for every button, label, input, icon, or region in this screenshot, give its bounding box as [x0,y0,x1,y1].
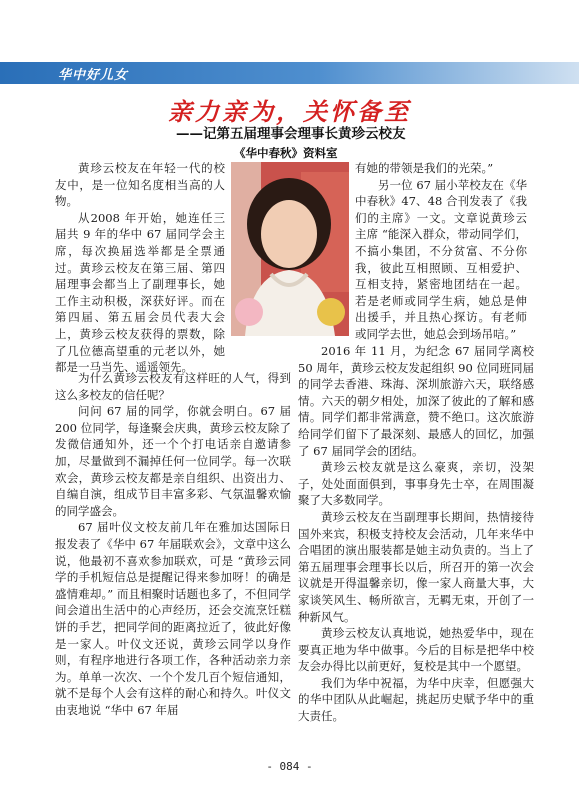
paragraph: 另一位 67 届小苹校友在《华中春秋》47、48 合刊发表了《我们的主席》一文。文章说黄珍云主席 “能深入群众，带动同学们，不搞小集团，不分贫富、不分你我，彼此互相照顾、互相爱护、互相支持，紧密地团结在一起。若是老师或同学生病，她总是伸出援手，并且热心探访。有老师或同学去世，她总会到场吊唁。” [355,177,527,341]
portrait-illustration [231,162,349,336]
paragraph: 我们为华中祝福，为华中庆幸，但愿强大的华中团队从此崛起，挑起历史赋予华中的重大责任。 [298,675,534,724]
right-column [298,343,534,725]
section-label: 华中好儿女 [58,68,129,83]
paragraph: 为什么黄珍云校友有这样旺的人气，得到这么多校友的信任呢？ [55,371,291,402]
left-column [55,370,291,718]
paragraph: 问问 67 届的同学，你就会明白。67 届 200 位同学，每逢聚会庆典，黄珍云校友除了发微信通知外，还一个个打电话亲自邀请参加，尽量做到不漏掉任何一位同学。每一次联欢会，黄珍云校友都是亲自组织、出资出力、自编自演，组成节目丰富多彩、气氛温馨欢愉的同学盛会。 [55,404,291,518]
paragraph: 有她的带领是我们的光荣。” [355,161,494,175]
paragraph: 从2008 年开始，她连任三届共 9 年的华中 67 届同学会主席，每次换届选举都是全票通过。黄珍云校友在第三届、第四届理事会都当上了副理事长，她工作主动积极，深获好评。而在第四届、第五届会员代表大会上，黄珍云校友获得的票数，除了几位德高望重的元老以外，她都是一马当先、遥遥领先。 [55,210,225,375]
article-source: 《华中春秋》资料室 [234,146,338,160]
right-column-top [355,160,527,343]
paragraph: 黄珍云校友认真地说，她热爱华中，现在要真正地为华中做事。今后的目标是把华中校友会办得比以前更好，复校是其中一个愿望。 [298,626,534,674]
article-subtitle: ——记第五届理事会理事长黄珍云校友 [176,126,406,142]
page-number: - 084 - [266,760,313,773]
paragraph: 黄珍云校友就是这么豪爽，亲切，没架子，处处面面俱到，事事身先士卒，在周围凝聚了大多数同学。 [298,460,534,508]
paragraph: 黄珍云校友在年轻一代的校友中，是一位知名度相当高的人物。 [55,161,225,209]
left-column-top [55,160,225,376]
article-title: 亲力亲为，关怀备至 [168,97,411,126]
portrait-photo [231,162,349,336]
paragraph: 2016 年 11 月，为纪念 67 届同学离校 50 周年，黄珍云校友发起组织 90 位同班同届的同学去香港、珠海、深圳旅游六天，联络感情。六天的朝夕相处，加深了彼此的了解和感情。同学们都非常满意，赞不绝口。这次旅游给同学们留下了最深刻、最感人的回忆，加强了 67 届同学会的团结。 [298,344,534,458]
paragraph: 67 届叶仪文校友前几年在雅加达国际日报发表了《华中 67 年届联欢会》，文章中这么说，他最初不喜欢参加联欢，可是 “黄珍云同学的手机短信总是提醒记得来参加呀！的确是盛情难却。” 而且相聚时话题也多了，不但同学间会道出生活中的心声经历，还会交流烹饪糕饼的手艺，把同学间的距离拉近了，彼此好像是一家人。叶仪文还说，黄珍云同学以身作则，有程序地进行各项工作，各种活动亲力亲为。单单一次次、一个个发几百个短信通知，就不是每个人会有这样的耐心和持久。叶仪文由衷地说 “华中 67 年届 [55,520,291,717]
paragraph: 黄珍云校友在当副理事长期间，热情接待国外来宾，积极支持校友会活动，几年来华中合唱团的演出服装都是她主动负责的。当上了第五届理事会理事长以后，所召开的第一次会议就是开得温馨亲切，像一家人商量大事，大家谈笑风生、畅所欲言，无羁无束，开创了一种新风气。 [298,509,534,624]
